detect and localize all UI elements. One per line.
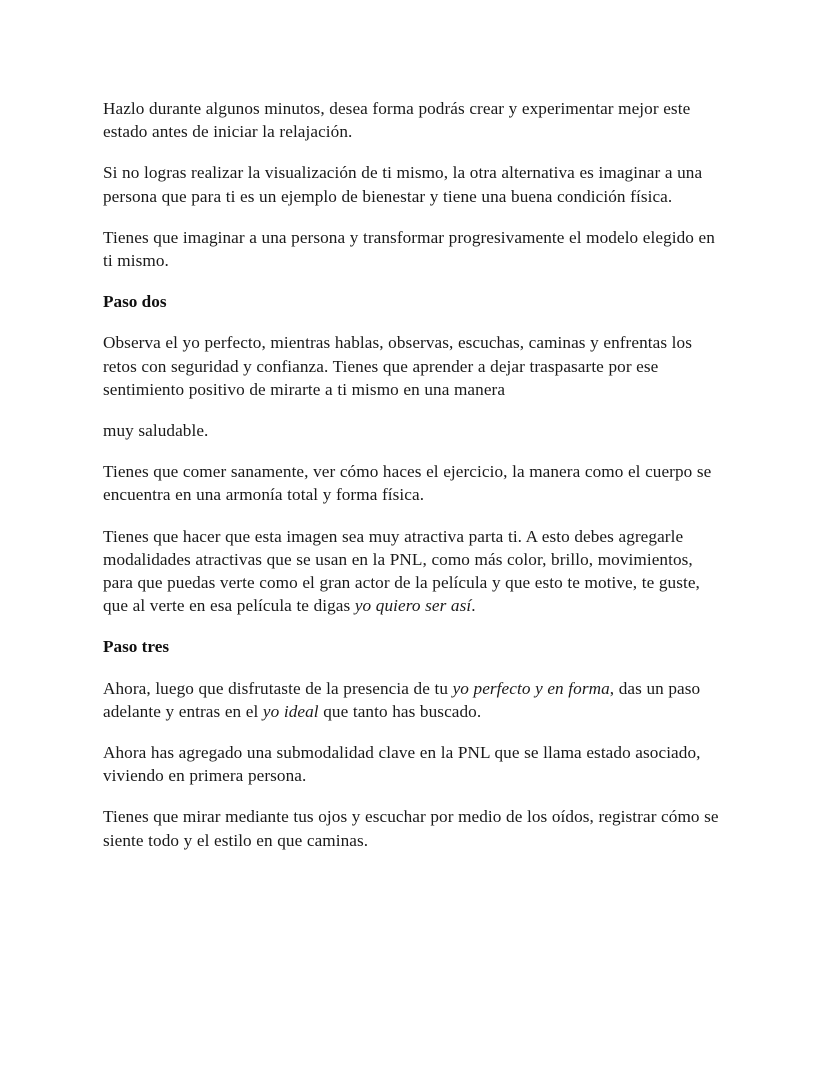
paragraph-9: Ahora has agregado una submodalidad clave en la PNL que se llama estado asociado, viviendo en primera persona.: [103, 743, 701, 786]
paragraph-8: [103, 677, 725, 723]
paragraph-4: Observa el yo perfecto, mientras hablas, observas, escuchas, caminas y enfrentas los retos con seguridad y confianza. Tienes que aprender a dejar traspasarte por ese sentimiento positivo de mirarte a ti mismo en una manera: [103, 333, 692, 399]
emphasis-text: yo ideal: [262, 701, 319, 721]
paragraph-6: Tienes que comer sanamente, ver cómo haces el ejercicio, la manera como el cuerpo se encuentra en una armonía total y forma física.: [103, 462, 712, 505]
document-text-column: [103, 97, 725, 852]
paragraph-7: [103, 525, 725, 618]
body-text: .: [471, 596, 476, 616]
paragraph-1: Hazlo durante algunos minutos, desea forma podrás crear y experimentar mejor este estado antes de iniciar la relajación.: [103, 99, 691, 142]
body-text: Ahora, luego que disfrutaste de la presencia de tu: [103, 678, 453, 698]
paragraph-10: Tienes que mirar mediante tus ojos y escuchar por medio de los oídos, registrar cómo se siente todo y el estilo en que caminas.: [103, 807, 719, 850]
body-text: que tanto has buscado.: [318, 701, 482, 721]
emphasis-text: yo perfecto y en forma: [452, 678, 610, 698]
paragraph-3: Tienes que imaginar a una persona y transformar progresivamente el modelo elegido en ti mismo.: [103, 227, 715, 271]
heading-paso-tres: Paso tres: [103, 637, 170, 657]
paragraph-2: Si no logras realizar la visualización de ti mismo, la otra alternativa es imaginar a una persona que para ti es un ejemplo de bienestar y tiene una buena condición física.: [103, 163, 703, 206]
paragraph-5: muy saludable.: [103, 421, 209, 441]
body-text: , das un paso adelante y entras en el: [103, 678, 701, 721]
emphasis-text: yo quiero ser así: [354, 596, 472, 616]
body-text: Tienes que hacer que esta imagen sea muy atractiva parta ti. A esto debes agregarle modalidades atractivas que se usan en la PNL, como más color, brillo, movimientos, para que puedas verte como el gran actor de la película y que esto te motive, te guste, que al verte en esa película te digas: [103, 526, 700, 616]
heading-paso-dos: Paso dos: [103, 292, 167, 312]
